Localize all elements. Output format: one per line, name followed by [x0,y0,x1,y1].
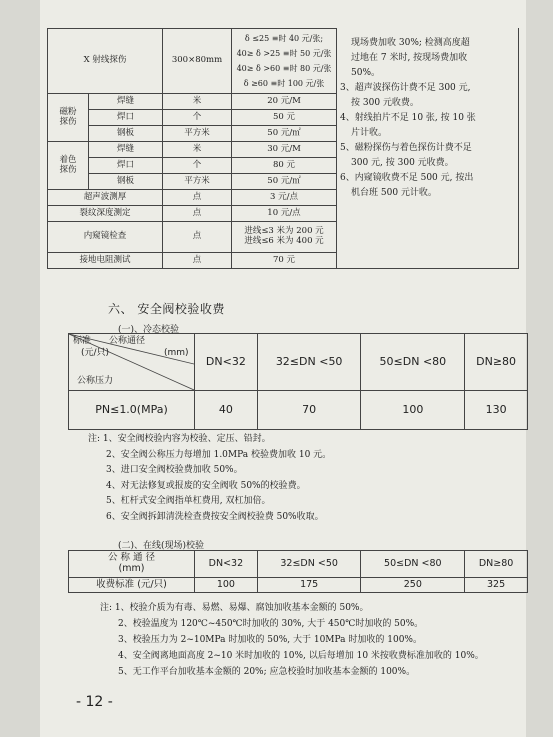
mm-label: (mm) [164,348,189,358]
price-cell: 30 元/M [232,142,337,158]
note-line: 4、对无法修复或报废的安全阀收 50%的校验费。 [106,480,306,491]
online-valve-table [68,550,528,593]
price-cell: 50 元/㎡ [232,174,337,190]
unit-cell: 点 [163,206,232,222]
std-label: 标准 [73,336,92,346]
note-line: 5、杠杆式安全阀指单杠费用, 双杠加倍。 [106,496,271,506]
column-header: 50≤DN <80 [361,334,465,391]
note-line: 现场费加收 30%; 检测高度超 [351,38,470,48]
static-subtitle: (一)、冷态校验 [118,325,180,335]
note-line: 5、磁粉探伤与着色探伤计费不足 [340,143,472,153]
price-cell: 70 元 [232,253,337,269]
page-number: - 12 - [76,694,113,710]
mt-label: 磁粉 探伤 [48,94,89,142]
unit-label: (元/只) [81,348,110,358]
unit-cell: 点 [163,253,232,269]
unit-cell: 点 [163,222,232,253]
xray-rate: 40≥ δ >60 ≡时 80 元/张 [236,64,332,73]
item-name: 裂纹深度测定 [48,206,163,222]
value-cell: 40 [195,391,258,430]
value-cell: 100 [361,391,465,430]
table-row [48,110,337,126]
item-name: 内窥镜检查 [48,222,163,253]
note-line: 3、校验压力为 2~10MPa 时加收的 50%, 大于 10MPa 时加收的 100%。 [118,635,422,645]
online-header: 公 称 通 径 (mm) [69,551,195,578]
part-cell: 钢板 [89,174,163,190]
diagonal-header [69,334,195,391]
column-header: DN≥80 [465,551,528,578]
xray-rates [232,29,337,94]
column-header: 32≤DN <50 [257,551,361,578]
table-row [69,578,528,593]
item-name: 超声波测厚 [48,190,163,206]
section-title: 六、 安全阀校验收费 [108,302,225,316]
inspection-fee-table [47,28,337,269]
price-cell: 20 元/M [232,94,337,110]
column-header: 50≤DN <80 [361,551,465,578]
table-row [48,174,337,190]
part-cell: 焊缝 [89,142,163,158]
unit-cell: 个 [163,158,232,174]
part-cell: 焊口 [89,110,163,126]
note-line: 注: 1、校验介质为有毒、易燃、易爆、腐蚀加收基本金额的 50%。 [100,603,369,613]
note-line: 3、超声波探伤计费不足 300 元, [340,83,471,93]
unit-cell: 点 [163,190,232,206]
unit-cell: 平方米 [163,126,232,142]
table-row [48,190,337,206]
unit-cell: 平方米 [163,174,232,190]
note-line: 5、无工作平台加收基本金额的 20%; 应急校验时加收基本金额的 100%。 [118,667,416,677]
price-cell: 80 元 [232,158,337,174]
column-header: DN≥80 [465,334,528,391]
price-cell: 50 元 [232,110,337,126]
table-row [48,253,337,269]
table-row [69,334,528,391]
right-notes [340,36,520,201]
pressure-label: 公称压力 [77,376,114,386]
table-row [48,94,337,110]
pt-label: 着色 探伤 [48,142,89,190]
note-line: 6、安全阀拆卸清洗检查费按安全阀校验费 50%收取。 [106,511,324,522]
price-cell: 3 元/点 [232,190,337,206]
table-row [48,142,337,158]
note-line: 6、内窥镜收费不足 500 元, 按出 [340,173,474,183]
table-row [48,126,337,142]
table-row [48,158,337,174]
note-line: 片计收。 [351,128,388,138]
part-cell: 焊口 [89,158,163,174]
note-line: 机台班 500 元计收。 [351,188,437,198]
note-line: 按 300 元收费。 [351,98,419,108]
xray-rate: 40≥ δ >25 ≡时 50 元/张 [236,49,332,58]
xray-size: 300×80mm [163,29,232,94]
note-line: 4、射线拍片不足 10 张, 按 10 张 [340,113,476,123]
xray-rate: δ ≤25 ≡时 40 元/张; [244,34,324,43]
column-header: 32≤DN <50 [257,334,361,391]
note-line: 50%。 [351,68,381,78]
value-cell: 130 [465,391,528,430]
unit-cell: 米 [163,142,232,158]
online-subtitle: (二)、在线(现场)校验 [118,541,205,551]
value-cell: 100 [195,578,258,593]
note-line: 300 元, 按 300 元收费。 [351,158,454,168]
table-row [48,206,337,222]
note-line: 过地在 7 米时, 按现场费加收 [351,53,468,63]
note-line: 4、安全阀离地面高度 2~10 米时加收的 10%, 以后每增加 10 米按收费标准加收的 10%。 [118,651,484,661]
price-cell: 50 元/㎡ [232,126,337,142]
price-cell: 进线≤3 米为 200 元 进线≤6 米为 400 元 [232,222,337,253]
note-line: 3、进口安全阀校验费加收 50%。 [106,465,243,475]
dn-label: 公称通径 [109,336,146,346]
value-cell: 70 [257,391,361,430]
online-notes [100,600,484,680]
table-row [69,391,528,430]
part-cell: 焊缝 [89,94,163,110]
xray-rate: δ ≥60 ≡时 100 元/张 [243,79,325,88]
unit-cell: 个 [163,110,232,126]
static-notes [88,432,331,525]
table-row [48,222,337,253]
value-cell: 250 [361,578,465,593]
note-line: 2、校验温度为 120℃~450℃时加收的 30%, 大于 450℃时加收的 50%。 [118,619,424,629]
part-cell: 钢板 [89,126,163,142]
column-header: DN<32 [195,551,258,578]
row-label: PN≤1.0(MPa) [69,391,195,430]
value-cell: 175 [257,578,361,593]
unit-cell: 米 [163,94,232,110]
row-label: 收费标准 (元/只) [69,578,195,593]
table-row [69,551,528,578]
table-row [48,29,337,94]
note-line: 2、安全阀公称压力每增加 1.0MPa 校验费加收 10 元。 [106,449,332,460]
xray-label: X 射线探伤 [48,29,163,94]
item-name: 接地电阻测试 [48,253,163,269]
value-cell: 325 [465,578,528,593]
static-valve-table [68,333,528,430]
column-header: DN<32 [195,334,258,391]
price-cell: 10 元/点 [232,206,337,222]
note-line: 注: 1、安全阀校验内容为校验、定压、铅封。 [88,434,271,444]
